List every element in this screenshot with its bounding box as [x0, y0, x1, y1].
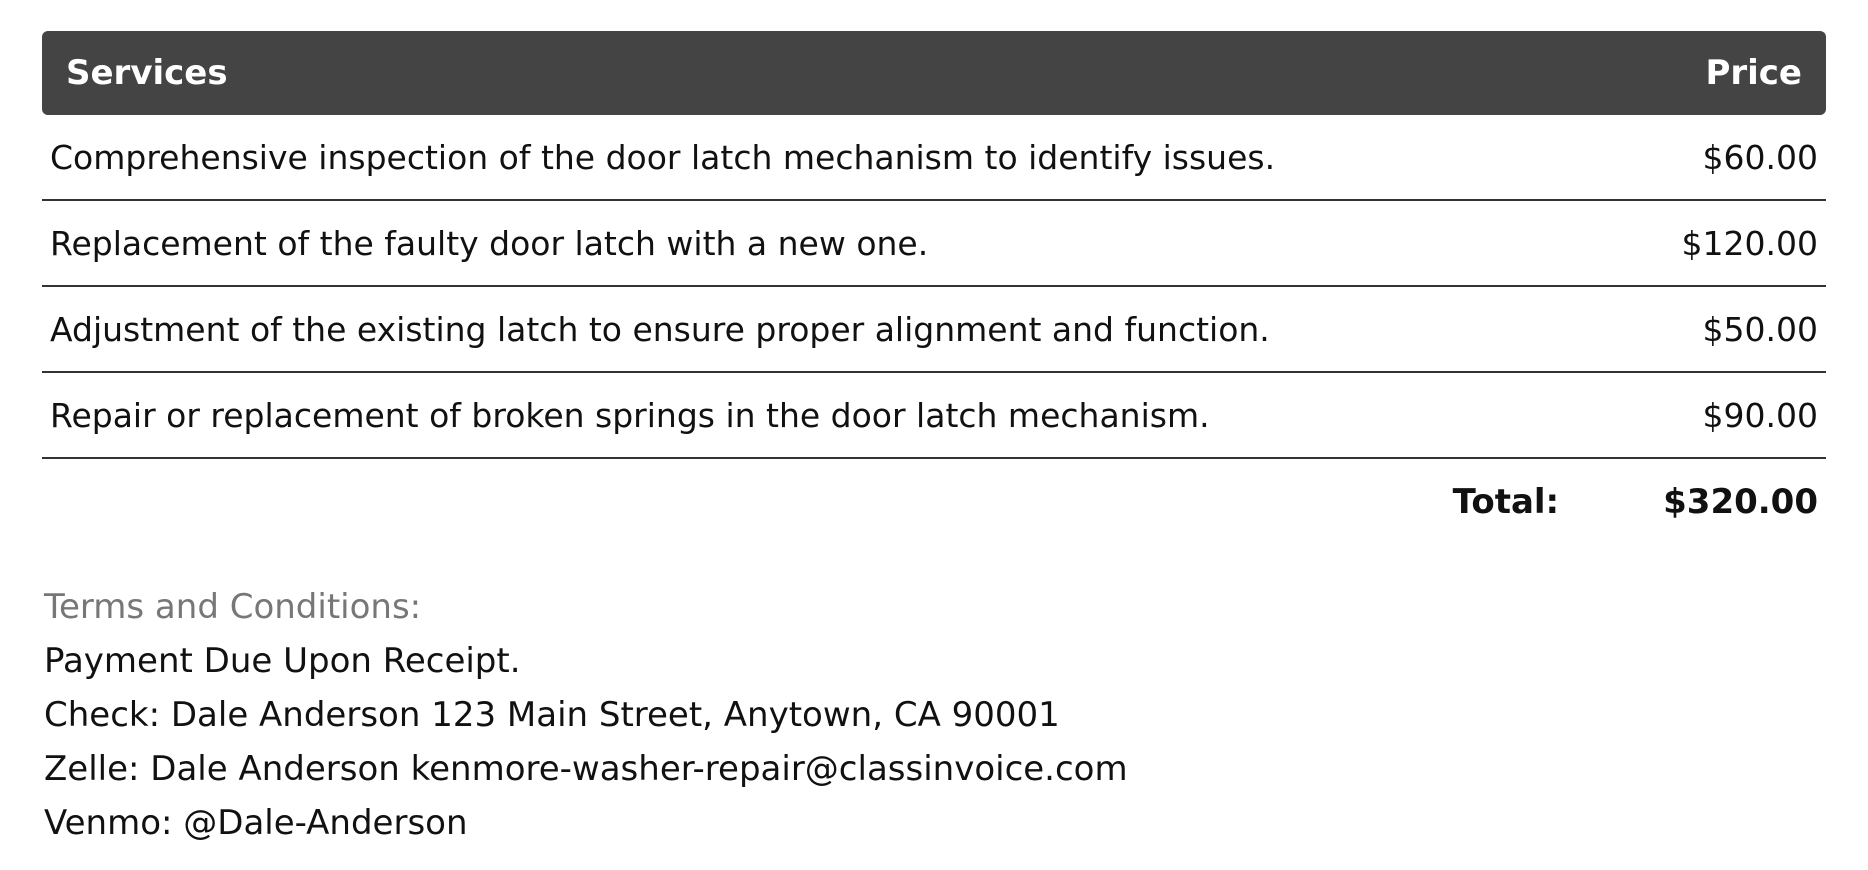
service-rows	[42, 115, 1826, 459]
service-description: Replacement of the faulty door latch with a new one.	[50, 223, 929, 263]
terms-venmo-line: Venmo: @Dale-Anderson	[44, 803, 468, 843]
service-price: $90.00	[1702, 395, 1818, 435]
table-row	[42, 115, 1826, 201]
terms-check-line: Check: Dale Anderson 123 Main Street, Anytown, CA 90001	[44, 695, 1060, 735]
service-description: Adjustment of the existing latch to ensure proper alignment and function.	[50, 309, 1270, 349]
service-price: $50.00	[1702, 309, 1818, 349]
terms-title: Terms and Conditions:	[44, 587, 422, 627]
terms-zelle-line: Zelle: Dale Anderson kenmore-washer-repair@classinvoice.com	[44, 749, 1128, 789]
service-price: $120.00	[1681, 223, 1818, 263]
invoice-services-table	[42, 31, 1826, 545]
header-services: Services	[66, 53, 228, 93]
header-price: Price	[1705, 53, 1802, 93]
service-description: Comprehensive inspection of the door latch mechanism to identify issues.	[50, 137, 1276, 177]
total-label: Total:	[1452, 482, 1560, 522]
table-row	[42, 201, 1826, 287]
table-row	[42, 373, 1826, 459]
service-price: $60.00	[1702, 137, 1818, 177]
table-header	[42, 31, 1826, 115]
total-row	[42, 459, 1826, 545]
service-description: Repair or replacement of broken springs in the door latch mechanism.	[50, 395, 1210, 435]
total-value: $320.00	[1663, 482, 1818, 522]
terms-section	[44, 580, 1128, 850]
table-row	[42, 287, 1826, 373]
terms-payment-line: Payment Due Upon Receipt.	[44, 641, 521, 681]
